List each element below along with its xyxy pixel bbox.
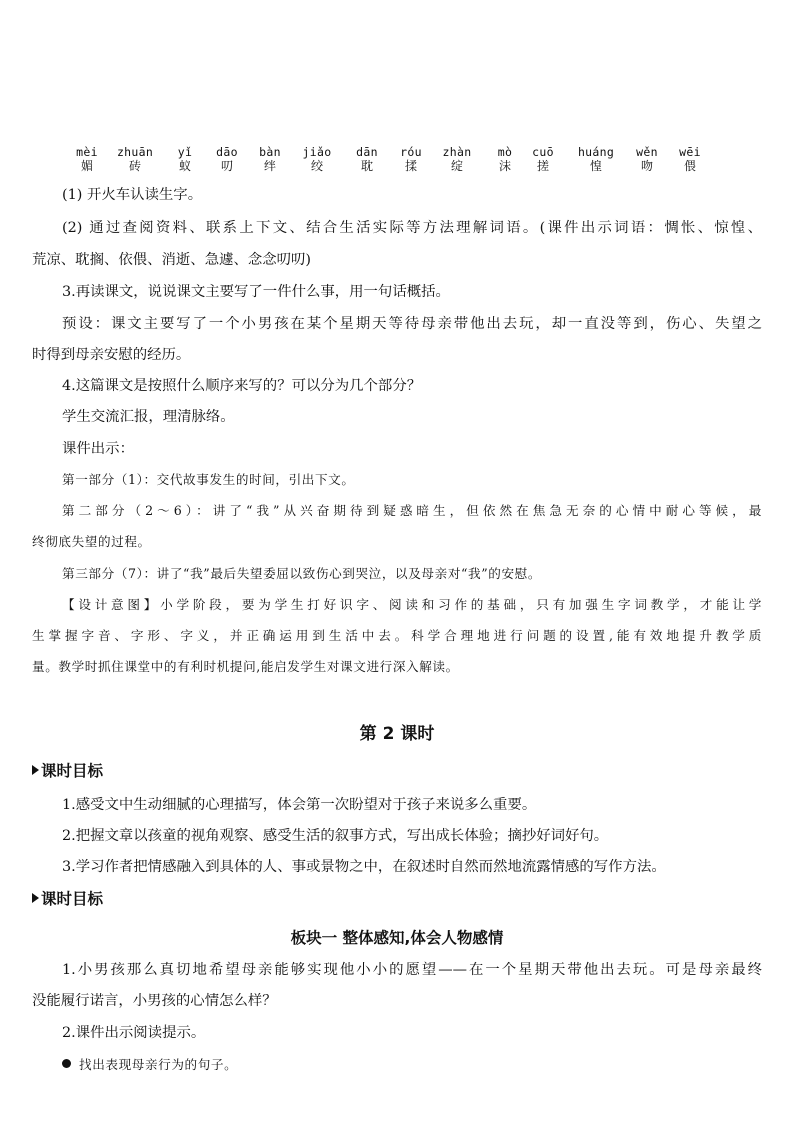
pinyin-item: wěn 吻 (636, 145, 658, 173)
paragraph-2: 2.课件出示阅读提示。 (62, 1025, 206, 1041)
question-3: 3.再读课文，说说课文主要写了一件什么事，用一句话概括。 (62, 284, 450, 300)
pinyin-item: yǐ 蚁 (177, 145, 193, 173)
pinyin-item: huáng 惶 (577, 145, 615, 173)
pinyin-item: jiǎo 绞 (302, 145, 332, 173)
pinyin-item: wēi 偎 (679, 145, 701, 173)
step-2-line-2: 荒凉、耽搁、依偎、消逝、急遽、念念叨叨) (32, 252, 312, 268)
goal-2: 2.把握文章以孩童的视角观察、感受生活的叙事方式，写出成长体验；摘抄好词好句。 (62, 828, 609, 844)
bullet-item: 找出表现母亲行为的句子。 (62, 1056, 237, 1074)
preset-line-1: 预设：课文主要写了一个小男孩在某个星期天等待母亲带他出去玩，却一直没等到，伤心、失望之 (62, 316, 762, 332)
paragraph-1-line-2: 没能履行诺言，小男孩的心情怎么样？ (32, 993, 277, 1009)
pinyin-item: bàn 绊 (259, 145, 281, 173)
pinyin-item: mò 沫 (497, 145, 513, 173)
pinyin-item: dāo 叨 (216, 145, 238, 173)
pinyin-item: cuō 搓 (532, 145, 554, 173)
courseware-label: 课件出示： (62, 441, 134, 457)
goals-heading: 课时目标 (32, 761, 103, 781)
question-4: 4.这篇课文是按照什么顺序来写的？可以分为几个部分？ (62, 378, 422, 394)
step-1: (1) 开火车认读生字。 (62, 187, 203, 203)
pinyin-item: zhàn 绽 (442, 145, 472, 173)
pinyin-item: róu 揉 (400, 145, 422, 173)
paragraph-1-line-1: 1.小男孩那么真切地希望母亲能够实现他小小的愿望——在一个星期天带他出去玩。可是母亲最终 (62, 962, 762, 978)
section-heading: 课时目标 (32, 889, 103, 909)
block-1-title: 板块一 整体感知,体会人物感情 (290, 929, 504, 947)
part-2-line-1: 第二部分（2～6）：讲了“我”从兴奋期待到疑惑暗生，但依然在焦急无奈的心情中耐心等候，最 (62, 503, 762, 518)
pinyin-character-row (68, 146, 728, 180)
goal-1: 1.感受文中生动细腻的心理描写，体会第一次盼望对于孩子来说多么重要。 (62, 797, 537, 813)
part-3: 第三部分（7）：讲了“我”最后失望委屈以致伤心到哭泣，以及母亲对“我”的安慰。 (62, 566, 542, 581)
design-intent-line-1: 【设计意图】小学阶段，要为学生打好识字、阅读和习作的基础，只有加强生字词教学，才能让学 (62, 597, 762, 612)
pinyin-item: mèi 媚 (76, 145, 98, 173)
bullet-dot-icon (62, 1059, 71, 1068)
pinyin-item: dān 耽 (356, 145, 378, 173)
design-intent-line-3: 量。教学时抓住课堂中的有利时机提问,能启发学生对课文进行深入解读。 (32, 659, 459, 674)
part-1: 第一部分（1）：交代故事发生的时间，引出下文。 (62, 472, 355, 487)
goal-3: 3.学习作者把情感融入到具体的人、事或景物之中，在叙述时自然而然地流露情感的写作方法。 (62, 859, 666, 875)
design-intent-line-2: 生掌握字音、字形、字义，并正确运用到生活中去。科学合理地进行问题的设置,能有效地提升教学质 (32, 628, 762, 643)
student-report: 学生交流汇报，理清脉络。 (62, 409, 235, 425)
part-2-line-2: 终彻底失望的过程。 (32, 534, 151, 549)
step-2-line-1: (2) 通过查阅资料、联系上下文、结合生活实际等方法理解词语。(课件出示词语：惆怅、惊惶、 (62, 220, 762, 236)
triangle-bullet-icon (32, 765, 39, 775)
pinyin-item: zhuān 砖 (116, 145, 154, 173)
triangle-bullet-icon (32, 893, 39, 903)
preset-line-2: 时得到母亲安慰的经历。 (32, 347, 191, 363)
lesson-title: 第 2 课时 (359, 724, 435, 744)
